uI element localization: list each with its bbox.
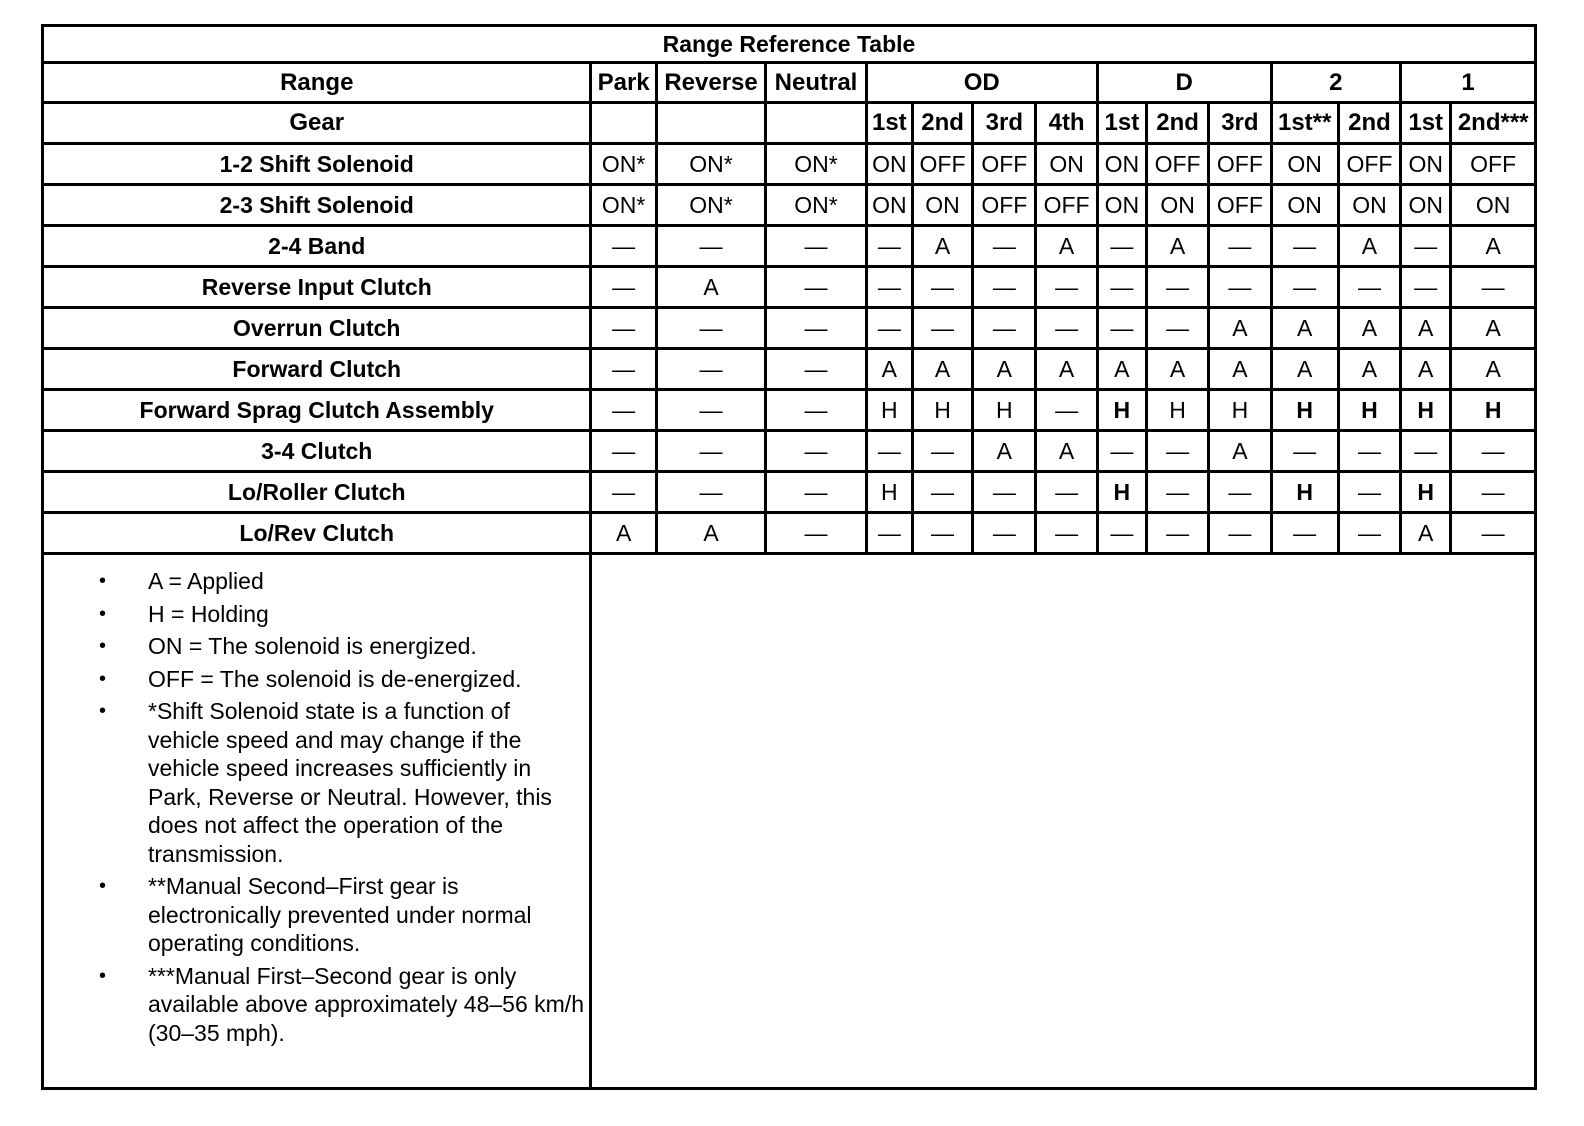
value-cell: H xyxy=(1209,390,1271,431)
row-label: Lo/Roller Clutch xyxy=(43,472,591,513)
value-cell: A xyxy=(1401,349,1451,390)
value-cell: A xyxy=(1451,226,1536,267)
value-cell: H xyxy=(1338,390,1400,431)
value-cell: H xyxy=(1097,472,1146,513)
gear-cell: 3rd xyxy=(973,103,1036,144)
value-cell: ON xyxy=(1338,185,1400,226)
gear-cell: 1st** xyxy=(1271,103,1338,144)
legend-item: • *Shift Solenoid state is a function of vehicle speed and may change if the vehicle speed increases sufficiently in Park, Reverse or Neutral. However, this does not affect the operation of the transmission. xyxy=(99,698,552,867)
value-cell: — xyxy=(1097,267,1146,308)
value-cell: — xyxy=(766,513,866,554)
value-cell: — xyxy=(973,267,1036,308)
gear-cell xyxy=(766,103,866,144)
range-neutral: Neutral xyxy=(766,63,866,103)
value-cell: — xyxy=(912,472,972,513)
value-cell: — xyxy=(766,431,866,472)
value-cell: OFF xyxy=(912,144,972,185)
value-cell: — xyxy=(912,267,972,308)
row-label: 2-3 Shift Solenoid xyxy=(43,185,591,226)
value-cell: — xyxy=(1209,267,1271,308)
value-cell: H xyxy=(973,390,1036,431)
gear-cell: 2nd xyxy=(1146,103,1208,144)
table-row xyxy=(43,308,1536,349)
bullet-icon: • xyxy=(99,964,107,987)
value-cell: ON xyxy=(866,185,912,226)
row-label: Reverse Input Clutch xyxy=(43,267,591,308)
range-park: Park xyxy=(591,63,656,103)
value-cell: — xyxy=(866,431,912,472)
value-cell: — xyxy=(973,226,1036,267)
value-cell: — xyxy=(1036,513,1097,554)
gear-header-row xyxy=(43,103,1536,144)
bullet-icon: • xyxy=(99,667,107,690)
value-cell: — xyxy=(656,308,765,349)
table-title: Range Reference Table xyxy=(43,26,1536,63)
value-cell: — xyxy=(1036,308,1097,349)
value-cell: A xyxy=(973,431,1036,472)
value-cell: OFF xyxy=(1451,144,1536,185)
value-cell: — xyxy=(766,308,866,349)
table-row xyxy=(43,226,1536,267)
value-cell: A xyxy=(1209,431,1271,472)
value-cell: — xyxy=(1271,431,1338,472)
value-cell: H xyxy=(1271,472,1338,513)
value-cell: — xyxy=(591,349,656,390)
value-cell: ON xyxy=(1146,185,1208,226)
row-label: Lo/Rev Clutch xyxy=(43,513,591,554)
gear-header-label: Gear xyxy=(43,103,591,144)
range-2: 2 xyxy=(1271,63,1401,103)
value-cell: ON* xyxy=(766,185,866,226)
value-cell: — xyxy=(1146,472,1208,513)
value-cell: A xyxy=(1338,226,1400,267)
range-header-row xyxy=(43,63,1536,103)
value-cell: A xyxy=(912,349,972,390)
value-cell: — xyxy=(656,390,765,431)
value-cell: — xyxy=(973,472,1036,513)
value-cell: — xyxy=(656,431,765,472)
value-cell: ON xyxy=(1036,144,1097,185)
value-cell: — xyxy=(591,267,656,308)
value-cell: — xyxy=(1338,513,1400,554)
value-cell: — xyxy=(1036,267,1097,308)
table-row xyxy=(43,349,1536,390)
value-cell: — xyxy=(1338,472,1400,513)
value-cell: — xyxy=(1338,431,1400,472)
value-cell: — xyxy=(1451,431,1536,472)
value-cell: — xyxy=(1338,267,1400,308)
value-cell: — xyxy=(1209,472,1271,513)
value-cell: ON xyxy=(1097,185,1146,226)
table-row xyxy=(43,144,1536,185)
range-reference-table xyxy=(41,24,1537,1090)
value-cell: A xyxy=(1036,349,1097,390)
gear-cell xyxy=(656,103,765,144)
value-cell: — xyxy=(591,226,656,267)
value-cell: A xyxy=(1146,226,1208,267)
value-cell: — xyxy=(912,513,972,554)
legend-item: • H = Holding xyxy=(99,600,269,627)
value-cell: A xyxy=(1271,308,1338,349)
range-1: 1 xyxy=(1401,63,1536,103)
value-cell: A xyxy=(1451,349,1536,390)
value-cell: — xyxy=(866,267,912,308)
range-d: D xyxy=(1097,63,1271,103)
row-label: 3-4 Clutch xyxy=(43,431,591,472)
value-cell: ON* xyxy=(656,185,765,226)
value-cell: — xyxy=(1451,472,1536,513)
value-cell: H xyxy=(1097,390,1146,431)
value-cell: — xyxy=(1271,267,1338,308)
value-cell: OFF xyxy=(1338,144,1400,185)
value-cell: A xyxy=(1146,349,1208,390)
value-cell: ON xyxy=(866,144,912,185)
value-cell: A xyxy=(1097,349,1146,390)
value-cell: — xyxy=(1401,267,1451,308)
legend-list xyxy=(44,567,589,1047)
value-cell: — xyxy=(1271,513,1338,554)
bullet-icon: • xyxy=(99,602,107,625)
value-cell: A xyxy=(1036,431,1097,472)
value-cell: ON xyxy=(1401,185,1451,226)
row-label: 1-2 Shift Solenoid xyxy=(43,144,591,185)
value-cell: A xyxy=(656,267,765,308)
value-cell: — xyxy=(1036,472,1097,513)
value-cell: ON xyxy=(912,185,972,226)
value-cell: — xyxy=(1451,267,1536,308)
gear-cell: 4th xyxy=(1036,103,1097,144)
table-row xyxy=(43,472,1536,513)
value-cell: A xyxy=(866,349,912,390)
value-cell: — xyxy=(1451,513,1536,554)
value-cell: A xyxy=(1209,308,1271,349)
value-cell: A xyxy=(912,226,972,267)
value-cell: — xyxy=(591,431,656,472)
value-cell: — xyxy=(656,226,765,267)
value-cell: ON* xyxy=(591,185,656,226)
value-cell: — xyxy=(1146,267,1208,308)
value-cell: — xyxy=(866,226,912,267)
table-row xyxy=(43,185,1536,226)
value-cell: A xyxy=(656,513,765,554)
value-cell: ON xyxy=(1097,144,1146,185)
value-cell: — xyxy=(766,390,866,431)
value-cell: — xyxy=(973,308,1036,349)
legend-blank-area xyxy=(591,554,1536,1089)
table-row xyxy=(43,267,1536,308)
value-cell: — xyxy=(1097,308,1146,349)
value-cell: ON xyxy=(1271,144,1338,185)
legend-item: • A = Applied xyxy=(99,568,264,594)
table-row xyxy=(43,513,1536,554)
value-cell: — xyxy=(656,472,765,513)
value-cell: H xyxy=(1146,390,1208,431)
value-cell: A xyxy=(1036,226,1097,267)
value-cell: ON xyxy=(1271,185,1338,226)
bullet-icon: • xyxy=(99,635,107,657)
legend-row xyxy=(43,554,1536,1089)
value-cell: — xyxy=(912,308,972,349)
legend-cell xyxy=(43,554,591,1089)
value-cell: A xyxy=(973,349,1036,390)
gear-cell: 1st xyxy=(1401,103,1451,144)
value-cell: ON* xyxy=(591,144,656,185)
value-cell: — xyxy=(866,308,912,349)
value-cell: — xyxy=(866,513,912,554)
value-cell: — xyxy=(1097,431,1146,472)
value-cell: H xyxy=(866,472,912,513)
value-cell: — xyxy=(766,226,866,267)
row-label: Overrun Clutch xyxy=(43,308,591,349)
value-cell: — xyxy=(591,390,656,431)
value-cell: OFF xyxy=(1209,144,1271,185)
gear-cell xyxy=(591,103,656,144)
gear-cell: 3rd xyxy=(1209,103,1271,144)
legend-item: • **Manual Second–First gear is electronically prevented under normal operating conditions. xyxy=(99,873,532,956)
value-cell: A xyxy=(1209,349,1271,390)
value-cell: A xyxy=(1401,513,1451,554)
range-od: OD xyxy=(866,63,1097,103)
value-cell: — xyxy=(1146,431,1208,472)
table-row xyxy=(43,431,1536,472)
value-cell: ON* xyxy=(656,144,765,185)
value-cell: A xyxy=(1271,349,1338,390)
gear-cell: 2nd xyxy=(1338,103,1400,144)
value-cell: — xyxy=(973,513,1036,554)
value-cell: — xyxy=(766,349,866,390)
table-row xyxy=(43,390,1536,431)
value-cell: H xyxy=(1401,472,1451,513)
value-cell: — xyxy=(1146,308,1208,349)
value-cell: ON xyxy=(1401,144,1451,185)
value-cell: H xyxy=(1271,390,1338,431)
value-cell: — xyxy=(591,472,656,513)
value-cell: H xyxy=(912,390,972,431)
value-cell: — xyxy=(1036,390,1097,431)
gear-cell: 1st xyxy=(1097,103,1146,144)
value-cell: ON* xyxy=(766,144,866,185)
value-cell: A xyxy=(1338,308,1400,349)
value-cell: OFF xyxy=(1146,144,1208,185)
value-cell: — xyxy=(1146,513,1208,554)
value-cell: — xyxy=(1097,513,1146,554)
range-header-label: Range xyxy=(43,63,591,103)
value-cell: — xyxy=(656,349,765,390)
row-label: Forward Sprag Clutch Assembly xyxy=(43,390,591,431)
bullet-icon: • xyxy=(99,570,107,592)
value-cell: — xyxy=(1401,226,1451,267)
value-cell: A xyxy=(1401,308,1451,349)
gear-cell: 2nd xyxy=(912,103,972,144)
gear-cell: 1st xyxy=(866,103,912,144)
range-reverse: Reverse xyxy=(656,63,765,103)
legend-item: • ***Manual First–Second gear is only available above approximately 48–56 km/h (30–35 mph). xyxy=(99,962,584,1046)
legend-item: • OFF = The solenoid is de-energized. xyxy=(99,665,522,692)
value-cell: ON xyxy=(1451,185,1536,226)
row-label: 2-4 Band xyxy=(43,226,591,267)
value-cell: — xyxy=(1209,226,1271,267)
value-cell: A xyxy=(591,513,656,554)
value-cell: A xyxy=(1338,349,1400,390)
legend-item: • ON = The solenoid is energized. xyxy=(99,633,477,659)
value-cell: H xyxy=(1451,390,1536,431)
value-cell: H xyxy=(866,390,912,431)
value-cell: OFF xyxy=(973,185,1036,226)
value-cell: — xyxy=(1097,226,1146,267)
value-cell: OFF xyxy=(1209,185,1271,226)
value-cell: OFF xyxy=(1036,185,1097,226)
value-cell: H xyxy=(1401,390,1451,431)
value-cell: — xyxy=(766,267,866,308)
value-cell: — xyxy=(1401,431,1451,472)
gear-cell: 2nd*** xyxy=(1451,103,1536,144)
value-cell: A xyxy=(1451,308,1536,349)
value-cell: OFF xyxy=(973,144,1036,185)
bullet-icon: • xyxy=(99,875,107,897)
value-cell: — xyxy=(591,308,656,349)
value-cell: — xyxy=(912,431,972,472)
value-cell: — xyxy=(766,472,866,513)
value-cell: — xyxy=(1271,226,1338,267)
row-label: Forward Clutch xyxy=(43,349,591,390)
value-cell: — xyxy=(1209,513,1271,554)
bullet-icon: • xyxy=(99,700,107,722)
